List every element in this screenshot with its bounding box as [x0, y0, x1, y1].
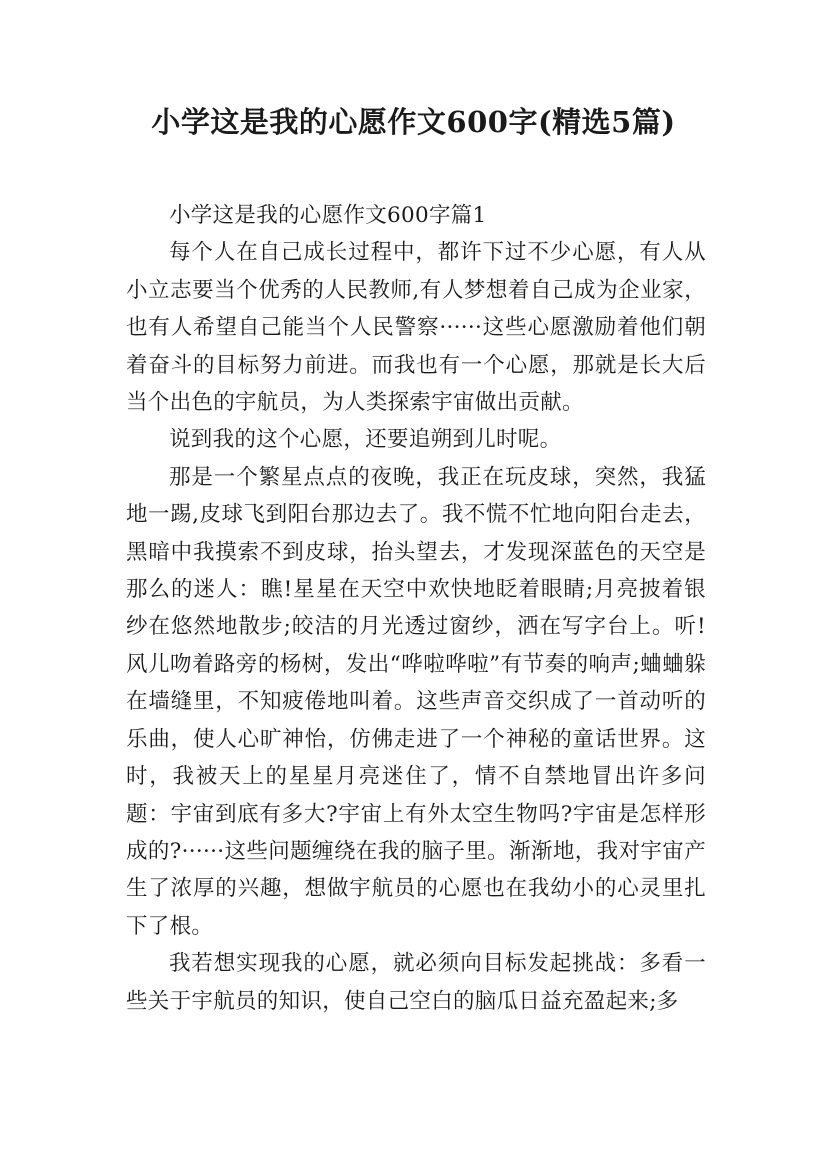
paragraph-1: 每个人在自己成长过程中，都许下过不少心愿，有人从小立志要当个优秀的人民教师,有人梦想着自己成为企业家，也有人希望自己能当个人民警察······这些心愿激励着他们朝着奋斗的目标努力前进。而我也有一个心愿，那就是长大后当个出色的宇航员，为人类探索宇宙做出贡献。: [126, 240, 706, 416]
document-title: 小学这是我的心愿作文600字(精选5篇): [151, 105, 676, 139]
document-body: [126, 197, 706, 1020]
paragraph-4: 我若想实现我的心愿，就必须向目标发起挑战：多看一些关于宇航员的知识，使自己空白的脑瓜日益充盈起来;多: [126, 951, 706, 1014]
section-heading: 小学这是我的心愿作文600字篇1: [169, 203, 487, 228]
paragraph-2: 说到我的这个心愿，还要追朔到儿时呢。: [169, 427, 562, 453]
paragraph-3: 那是一个繁星点点的夜晚，我正在玩皮球，突然，我猛地一踢,皮球飞到阳台那边去了。我不慌不忙地向阳台走去，黑暗中我摸索不到皮球，抬头望去，才发现深蓝色的天空是那么的迷人：瞧!星星在天空中欢快地眨着眼睛;月亮披着银纱在悠然地散步;皎洁的月光透过窗纱，洒在写字台上。听!风儿吻着路旁的杨树，发出“哗啦哗啦”有节奏的响声;蛐蛐躲在墙缝里，不知疲倦地叫着。这些声音交织成了一首动听的乐曲，使人心旷神怡，仿佛走进了一个神秘的童话世界。这时，我被天上的星星月亮迷住了，情不自禁地冒出许多问题：宇宙到底有多大?宇宙上有外太空生物吗?宇宙是怎样形成的?······这些问题缠绕在我的脑子里。渐渐地，我对宇宙产生了浓厚的兴趣，想做宇航员的心愿也在我幼小的心灵里扎下了根。: [126, 464, 706, 939]
